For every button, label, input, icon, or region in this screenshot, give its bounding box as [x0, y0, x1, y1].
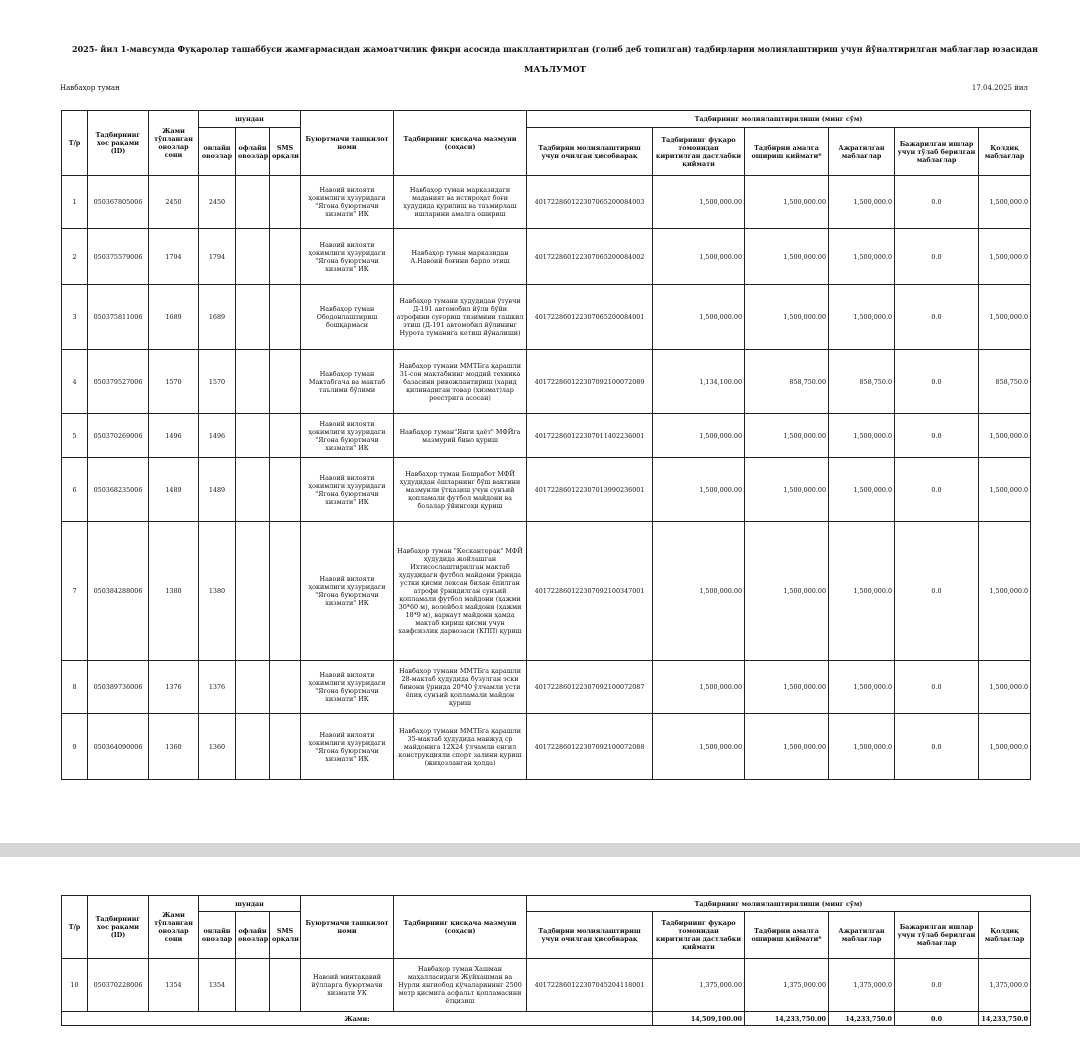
col-header-no: Т/р [62, 111, 88, 176]
cell-exec-cost: 1,500,000.00 [745, 229, 829, 285]
cell-sms [270, 176, 301, 229]
district-label: Навбаҳор туман [60, 84, 120, 92]
cell-paid: 0.0 [895, 661, 979, 714]
cell-allocated: 1,500,000.0 [829, 229, 895, 285]
cell-online: 1489 [199, 458, 236, 522]
cell-customer: Навоий вилояти ҳокимлиги ҳузуридаги "Ягона буюртмачи хизмати" ИК [301, 176, 394, 229]
totals-row [62, 1012, 1031, 1026]
cell-paid: 0.0 [895, 714, 979, 780]
cell-allocated: 1,375,000.0 [829, 959, 895, 1012]
cell-paid: 0.0 [895, 522, 979, 661]
cell-customer: Навоий минтақавий йўлларга буюртмачи хизмати УК [301, 959, 394, 1012]
col-header-id: Тадбирнинг хос рақами (ID) [88, 111, 149, 176]
table-row [62, 350, 1031, 414]
cell-offline [236, 959, 270, 1012]
cell-account: 401722860122307045204118001 [527, 959, 653, 1012]
cell-account: 401722860122307092100072088 [527, 714, 653, 780]
totals-remaining: 14,233,750.0 [979, 1012, 1031, 1026]
col-header-customer: Буюртмачи ташкилот номи [301, 111, 394, 176]
cell-sms [270, 661, 301, 714]
cell-exec-cost: 1,500,000.00 [745, 176, 829, 229]
cell-sms [270, 458, 301, 522]
cell-allocated: 1,500,000.0 [829, 661, 895, 714]
table-row [62, 661, 1031, 714]
table-row [62, 458, 1031, 522]
cell-online: 1689 [199, 285, 236, 350]
cell-summary: Навбаҳор туман Хашман маҳалласидаги Жуйхашман ва Нурли янгиобод кўчаларининг 2500 метр қисмига асфальт қопламасини ётқизиш [394, 959, 527, 1012]
cell-account: 401722860122307065200084003 [527, 176, 653, 229]
cell-no: 6 [62, 458, 88, 522]
cell-id: 050384288006 [88, 522, 149, 661]
cell-initial-cost: 1,500,000.00 [653, 458, 745, 522]
col-header-paid: Бажарилган ишлар учун тўлаб берилган маблағлар [895, 128, 979, 176]
cell-summary: Навбаҳор тумани ҳудудидан ўтувчи Д-191 автомобил йўли бўйи атрофини суғориш тизимини ташкил этиш (Д-191 автомобил йўлининг Нурота туманига кетиш йўналиши) [394, 285, 527, 350]
cell-no: 8 [62, 661, 88, 714]
cell-online: 1354 [199, 959, 236, 1012]
cell-customer: Навоий вилояти ҳокимлиги ҳузуридаги "Ягона буюртмачи хизмати" ИК [301, 414, 394, 458]
cell-votes: 1496 [149, 414, 199, 458]
financing-table-page-2 [61, 895, 1031, 1026]
cell-allocated: 1,500,000.0 [829, 714, 895, 780]
cell-paid: 0.0 [895, 458, 979, 522]
col-header-votes: Жами тўпланган овозлар сони [149, 896, 199, 959]
cell-initial-cost: 1,500,000.00 [653, 714, 745, 780]
cell-online: 1360 [199, 714, 236, 780]
cell-online: 1376 [199, 661, 236, 714]
cell-paid: 0.0 [895, 350, 979, 414]
totals-paid: 0.0 [895, 1012, 979, 1026]
cell-allocated: 1,500,000.0 [829, 522, 895, 661]
cell-remaining: 1,500,000.0 [979, 458, 1031, 522]
totals-label: Жами: [62, 1012, 653, 1026]
cell-offline [236, 229, 270, 285]
col-header-initial-cost: Тадбирнинг фуқаро томонидан киритилган дастлабки қиймати [653, 128, 745, 176]
cell-exec-cost: 1,375,000.00 [745, 959, 829, 1012]
col-header-exec-cost: Тадбирни амалга ошириш қиймати* [745, 912, 829, 959]
cell-id: 050375811006 [88, 285, 149, 350]
document-page-2 [0, 857, 1080, 1038]
cell-remaining: 1,500,000.0 [979, 229, 1031, 285]
cell-no: 9 [62, 714, 88, 780]
cell-sms [270, 350, 301, 414]
cell-exec-cost: 1,500,000.00 [745, 522, 829, 661]
col-header-votes: Жами тўпланган овозлар сони [149, 111, 199, 176]
cell-summary: Навбаҳор тумани ММТБга қарашли 28-мактаб ҳудудида бузулган эски бинони ўрнида 20*40 ўлчамли усти ёпиқ сунъий қопламали майдон қуриш [394, 661, 527, 714]
cell-votes: 1360 [149, 714, 199, 780]
cell-summary: Навбаҳор туман Бешработ МФЙ ҳудудидан ёшларнинг бўш вактини мазмунли ўтказиш учун сунъий қопламали футбол майдони ва болалар ўйингоҳи қуриш [394, 458, 527, 522]
cell-initial-cost: 1,500,000.00 [653, 661, 745, 714]
cell-remaining: 1,500,000.0 [979, 661, 1031, 714]
cell-paid: 0.0 [895, 959, 979, 1012]
cell-exec-cost: 1,500,000.00 [745, 414, 829, 458]
cell-customer: Навбаҳор туман Ободонлаштириш бошқармаси [301, 285, 394, 350]
col-header-financing: Тадбирнинг молиялаштирилиши (минг сўм) [527, 111, 1031, 128]
cell-exec-cost: 858,750.00 [745, 350, 829, 414]
cell-no: 5 [62, 414, 88, 458]
cell-votes: 1794 [149, 229, 199, 285]
cell-offline [236, 458, 270, 522]
cell-no: 10 [62, 959, 88, 1012]
col-header-including: шундан [199, 111, 301, 128]
col-header-initial-cost: Тадбирнинг фуқаро томонидан киритилган дастлабки қиймати [653, 912, 745, 959]
cell-initial-cost: 1,500,000.00 [653, 414, 745, 458]
cell-account: 401722860122307092100072089 [527, 350, 653, 414]
cell-paid: 0.0 [895, 285, 979, 350]
cell-votes: 1570 [149, 350, 199, 414]
col-header-allocated: Ажратилган маблағлар [829, 912, 895, 959]
page-separator [0, 843, 1080, 857]
cell-account: 401722860122307065200084001 [527, 285, 653, 350]
cell-sms [270, 229, 301, 285]
col-header-id: Тадбирнинг хос рақами (ID) [88, 896, 149, 959]
cell-initial-cost: 1,500,000.00 [653, 229, 745, 285]
cell-votes: 1380 [149, 522, 199, 661]
col-header-offline: офлайн овозлар [236, 128, 270, 176]
table-row [62, 285, 1031, 350]
cell-exec-cost: 1,500,000.00 [745, 285, 829, 350]
cell-id: 050368235006 [88, 458, 149, 522]
cell-remaining: 1,500,000.0 [979, 176, 1031, 229]
cell-votes: 1489 [149, 458, 199, 522]
col-header-sms: SMS орқали [270, 912, 301, 959]
cell-remaining: 1,500,000.0 [979, 414, 1031, 458]
cell-allocated: 1,500,000.0 [829, 176, 895, 229]
cell-online: 2450 [199, 176, 236, 229]
cell-paid: 0.0 [895, 414, 979, 458]
col-header-allocated: Ажратилган маблағлар [829, 128, 895, 176]
cell-account: 401722860122307013990236001 [527, 458, 653, 522]
cell-remaining: 858,750.0 [979, 350, 1031, 414]
cell-id: 050367805006 [88, 176, 149, 229]
cell-offline [236, 661, 270, 714]
document-title: 2025- йил 1-мавсумда Фуқаролар ташаббуси жамғармасидан жамоатчилик фикри асосида шакллантирилган (голиб деб топилган) тадбирларни молиялаштириш учун йўналтирилган маблағлар юзасидан [72, 44, 1038, 54]
cell-sms [270, 414, 301, 458]
cell-id: 050379527006 [88, 350, 149, 414]
cell-summary: Навбаҳор туман "Кескантерак" МФЙ ҳудудида жойлашган Ихтисослаштирилган мактаб ҳудудидаги футбол майдони ўрнида устки қисми лексан билан ёпилган атрофи ўрнидилган сунъий қопламали футбол майдони (ҳажми 30*60 м), волейбол майдони (ҳажми 18*9 м), варкаут майдони ҳамда мактаб кириш қисми учун хавфсизлик дарвозаси (КПП) қуриш [394, 522, 527, 661]
col-header-customer: Буюртмачи ташкилот номи [301, 896, 394, 959]
col-header-remaining: Қолдиқ маблағлар [979, 128, 1031, 176]
col-header-offline: офлайн овозлар [236, 912, 270, 959]
cell-paid: 0.0 [895, 176, 979, 229]
cell-no: 1 [62, 176, 88, 229]
col-header-summary: Тадбирнинг қисқача мазмуни (соҳаси) [394, 896, 527, 959]
cell-id: 050364090006 [88, 714, 149, 780]
cell-customer: Навоий вилояти ҳокимлиги ҳузуридаги "Ягона буюртмачи хизмати" ИК [301, 714, 394, 780]
cell-remaining: 1,500,000.0 [979, 714, 1031, 780]
cell-summary: Навбаҳор тумани ММТБга қарашли 35-мактаб ҳудудида мавжуд ср майдонига 12Х24 ўлчамли енгил конструкцияли спорт залини қуриш (жиҳозланган ҳолда) [394, 714, 527, 780]
cell-initial-cost: 1,134,100.00 [653, 350, 745, 414]
table-row [62, 714, 1031, 780]
col-header-summary: Тадбирнинг қисқача мазмуни (соҳаси) [394, 111, 527, 176]
cell-allocated: 1,500,000.0 [829, 414, 895, 458]
table-row [62, 959, 1031, 1012]
cell-customer: Навоий вилояти ҳокимлиги ҳузуридаги "Ягона буюртмачи хизмати" ИК [301, 458, 394, 522]
cell-offline [236, 414, 270, 458]
cell-exec-cost: 1,500,000.00 [745, 661, 829, 714]
table-row [62, 229, 1031, 285]
cell-remaining: 1,500,000.0 [979, 285, 1031, 350]
col-header-online: онлайн овозлар [199, 912, 236, 959]
cell-votes: 2450 [149, 176, 199, 229]
cell-offline [236, 176, 270, 229]
cell-no: 4 [62, 350, 88, 414]
cell-votes: 1354 [149, 959, 199, 1012]
cell-initial-cost: 1,375,000.00 [653, 959, 745, 1012]
cell-customer: Навоий вилояти ҳокимлиги ҳузуридаги "Ягона буюртмачи хизмати" ИК [301, 229, 394, 285]
cell-id: 050370228006 [88, 959, 149, 1012]
cell-online: 1794 [199, 229, 236, 285]
cell-allocated: 858,750.0 [829, 350, 895, 414]
cell-votes: 1376 [149, 661, 199, 714]
totals-allocated: 14,233,750.0 [829, 1012, 895, 1026]
col-header-including: шундан [199, 896, 301, 912]
cell-summary: Навбаҳор туман марказидан А.Навоий боғини барпо этиш [394, 229, 527, 285]
cell-online: 1380 [199, 522, 236, 661]
table-row [62, 522, 1031, 661]
cell-no: 3 [62, 285, 88, 350]
table-row [62, 414, 1031, 458]
cell-summary: Навбаҳор тумани ММТБга қарашли 31-сон мактабнинг моддий техника базасини ривожлантириш (харид қилинадиган товар (хизмат)лар реестрига асосан) [394, 350, 527, 414]
cell-id: 050375579006 [88, 229, 149, 285]
cell-online: 1496 [199, 414, 236, 458]
cell-offline [236, 350, 270, 414]
report-date: 17.04.2025 йил [971, 84, 1028, 92]
cell-offline [236, 285, 270, 350]
col-header-exec-cost: Тадбирни амалга ошириш қиймати* [745, 128, 829, 176]
col-header-financing: Тадбирнинг молиялаштирилиши (минг сўм) [527, 896, 1031, 912]
cell-id: 050370269006 [88, 414, 149, 458]
totals-initial-cost: 14,509,100.00 [653, 1012, 745, 1026]
cell-customer: Навбаҳор туман Мактабгача ва мактаб таълими бўлими [301, 350, 394, 414]
cell-paid: 0.0 [895, 229, 979, 285]
cell-remaining: 1,500,000.0 [979, 522, 1031, 661]
col-header-online: онлайн овозлар [199, 128, 236, 176]
cell-account: 401722860122307092100347001 [527, 522, 653, 661]
cell-allocated: 1,500,000.0 [829, 285, 895, 350]
cell-initial-cost: 1,500,000.00 [653, 522, 745, 661]
cell-customer: Навоий вилояти ҳокимлиги ҳузуридаги "Ягона буюртмачи хизмати" ИК [301, 661, 394, 714]
col-header-sms: SMS орқали [270, 128, 301, 176]
cell-remaining: 1,375,000.0 [979, 959, 1031, 1012]
cell-account: 401722860122307011402236001 [527, 414, 653, 458]
totals-exec-cost: 14,233,750.00 [745, 1012, 829, 1026]
cell-online: 1570 [199, 350, 236, 414]
cell-offline [236, 522, 270, 661]
cell-initial-cost: 1,500,000.00 [653, 176, 745, 229]
col-header-remaining: Қолдиқ маблағлар [979, 912, 1031, 959]
cell-account: 401722860122307065200084002 [527, 229, 653, 285]
cell-allocated: 1,500,000.0 [829, 458, 895, 522]
financing-table-page-1 [61, 110, 1031, 780]
cell-account: 401722860122307092100072087 [527, 661, 653, 714]
cell-no: 7 [62, 522, 88, 661]
cell-summary: Навбаҳор туман марказидаги маданият ва истироҳат боғи ҳудудида қурилиш ва таъмирлаш ишларини амалга ошириш [394, 176, 527, 229]
cell-exec-cost: 1,500,000.00 [745, 714, 829, 780]
col-header-account: Тадбирни молиялаштириш учун очилган ҳисобварақ [527, 912, 653, 959]
cell-sms [270, 714, 301, 780]
cell-sms [270, 959, 301, 1012]
cell-exec-cost: 1,500,000.00 [745, 458, 829, 522]
cell-sms [270, 522, 301, 661]
table-row [62, 176, 1031, 229]
col-header-paid: Бажарилган ишлар учун тўлаб берилган маблағлар [895, 912, 979, 959]
cell-summary: Навбаҳор туман"Янги ҳаёт" МФЙга мазмурий бино қуриш [394, 414, 527, 458]
cell-initial-cost: 1,500,000.00 [653, 285, 745, 350]
col-header-account: Тадбирни молиялаштириш учун очилган ҳисобварақ [527, 128, 653, 176]
cell-customer: Навоий вилояти ҳокимлиги ҳузуридаги "Ягона буюртмачи хизмати" ИК [301, 522, 394, 661]
cell-votes: 1689 [149, 285, 199, 350]
cell-id: 050389736006 [88, 661, 149, 714]
cell-offline [236, 714, 270, 780]
col-header-no: Т/р [62, 896, 88, 959]
cell-sms [270, 285, 301, 350]
cell-no: 2 [62, 229, 88, 285]
document-subtitle: МАЪЛУМОТ [523, 65, 586, 75]
